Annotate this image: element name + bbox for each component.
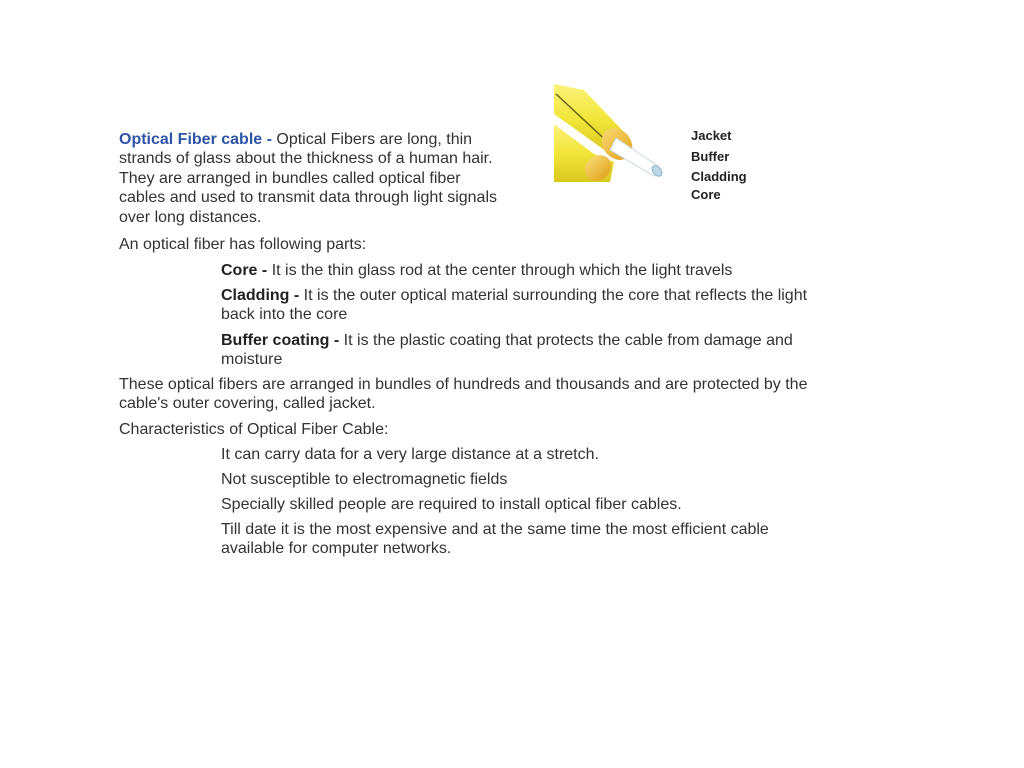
fiber-cable-drawing (554, 84, 670, 182)
parts-intro: An optical fiber has following parts: (119, 236, 367, 253)
fiber-cable-illustration (554, 84, 670, 182)
part-item-core (221, 261, 819, 280)
intro-term: Optical Fiber cable - (119, 131, 272, 148)
label-buffer: Buffer (691, 149, 730, 164)
characteristic-item: Not susceptible to electromagnetic fields (221, 471, 508, 488)
label-jacket: Jacket (691, 128, 732, 143)
part-text: It is the outer optical material surrounding the core that reflects the light back into the core (221, 287, 808, 324)
part-text: It is the plastic coating that protects the cable from damage and moisture (221, 332, 793, 369)
part-term: Cladding - (221, 287, 300, 304)
part-term: Buffer coating - (221, 332, 340, 349)
intro-paragraph (119, 130, 509, 227)
characteristic-item: Till date it is the most expensive and at the same time the most efficient cable available for computer networks. (221, 521, 769, 558)
part-text: It is the thin glass rod at the center through which the light travels (271, 262, 733, 279)
intro-text: Optical Fibers are long, thin strands of glass about the thickness of a human hair. They are arranged in bundles called optical fiber cables and used to transmit data through light signals over long distances. (119, 131, 498, 226)
part-item-cladding (221, 286, 819, 325)
part-item-buffer-coating (221, 331, 819, 370)
characteristic-item: Specially skilled people are required to install optical fiber cables. (221, 496, 682, 513)
part-term: Core - (221, 262, 268, 279)
label-cladding: Cladding (691, 169, 747, 184)
characteristics-title: Characteristics of Optical Fiber Cable: (119, 421, 389, 438)
bundles-paragraph: These optical fibers are arranged in bundles of hundreds and thousands and are protected by the cable's outer covering, called jacket. (119, 376, 808, 413)
characteristic-item: It can carry data for a very large distance at a stretch. (221, 446, 599, 463)
label-core: Core (691, 187, 721, 202)
